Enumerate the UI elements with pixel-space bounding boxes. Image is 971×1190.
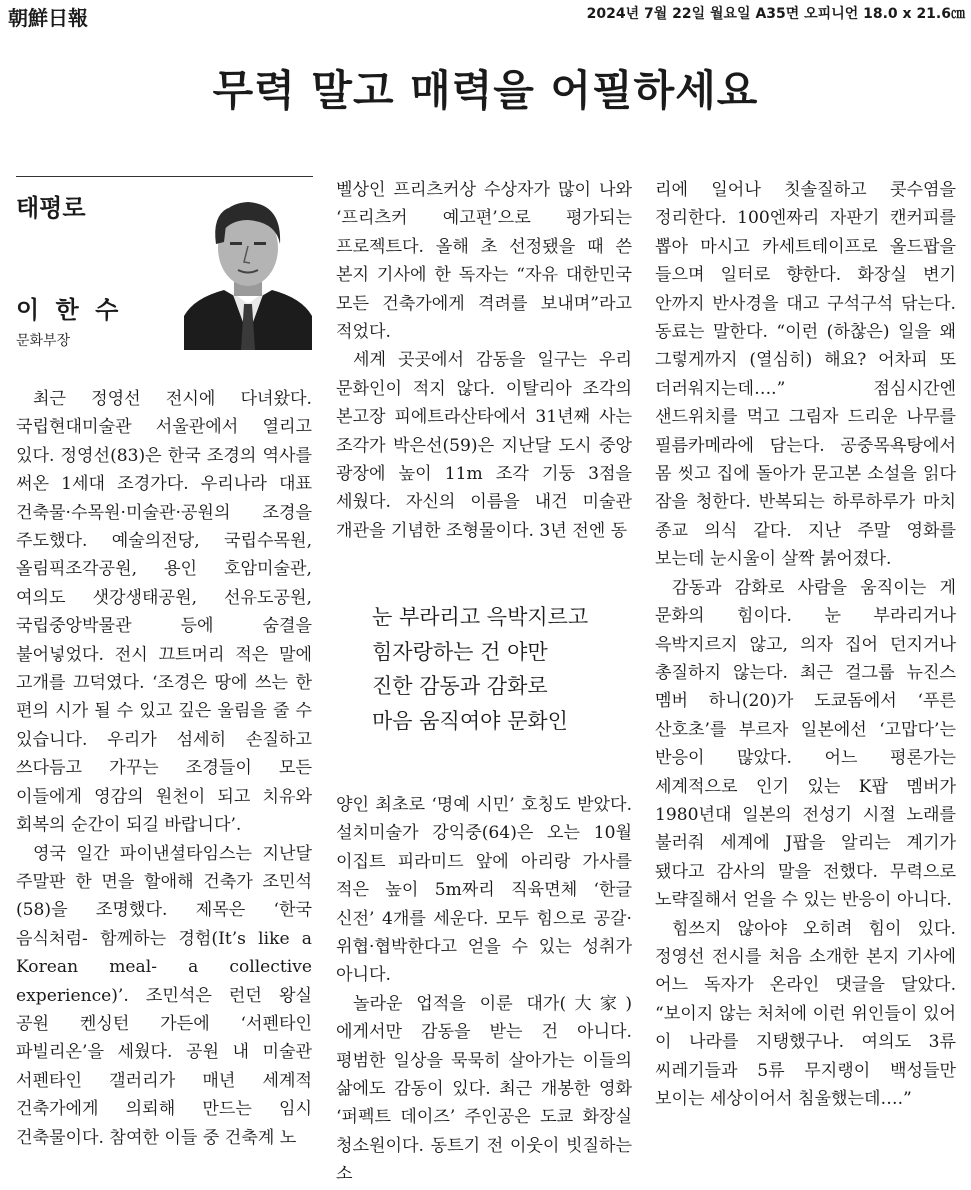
pull-quote-line: 눈 부라리고 윽박지르고 <box>372 605 589 629</box>
author-name: 이 한 수 <box>16 296 123 324</box>
paragraph: 놀라운 업적을 이룬 대가(大家)에게서만 감동을 받는 건 아니다. 평범한 일상을 묵묵히 살아가는 이들의 삶에도 감동이 있다. 최근 개봉한 영화 ‘퍼펙트 데이즈’ 주인공은 도쿄 화장실 청소원이다. 동트기 전 이웃이 빗질하는 소 <box>336 993 632 1185</box>
portrait-illustration <box>184 186 312 350</box>
author-portrait-photo <box>184 186 312 350</box>
paragraph: 벨상인 프리츠커상 수상자가 많이 나와 ‘프리츠커 예고편’으로 평가되는 프로젝트다. 올해 초 선정됐을 때 쓴 본지 기사에 한 독자는 “자유 대한민국 모든 건축가에게 격려를 보내며”라고 적었다. <box>336 180 632 343</box>
paragraph: 최근 정영선 전시에 다녀왔다. 국립현대미술관 서울관에서 열리고 있다. 정영선(83)은 한국 조경의 역사를 써온 1세대 조경가다. 우리나라 대표 건축물·수목원·미술관·공원의 조경을 주도했다. 예술의전당, 국립수목원, 올림픽조각공원, 용인 호암미술관, 여의도 샛강생태공원, 선유도공원, 국립중앙박물관 등에 숨결을 불어넣었다. 전시 끄트머리 적은 말에 고개를 끄덕였다. ‘조경은 땅에 쓰는 한 편의 시가 될 수 있고 깊은 울림을 줄 수 있습니다. 우리가 섬세히 손질하고 쓰다듬고 가꾸는 조경들이 모든 이들에게 영감의 원천이 되고 치유와 회복의 순간이 되길 바랍니다’. <box>16 389 312 836</box>
pull-quote-line: 힘자랑하는 건 야만 <box>372 639 548 664</box>
pull-quote-line: 마음 움직여야 문화인 <box>372 708 568 733</box>
article-column-2-top <box>336 176 632 545</box>
column-rule <box>16 176 313 177</box>
paragraph: 세계 곳곳에서 감동을 일구는 우리 문화인이 적지 않다. 이탈리아 조각의 본고장 피에트라산타에서 31년째 사는 조각가 박은선(59)은 지난달 도시 중앙 광장에 높이 11m 조각 기둥 3점을 세웠다. 자신의 이름을 내건 미술관 개관을 기념한 조형물이다. 3년 전엔 동 <box>336 350 632 541</box>
pull-quote <box>372 600 622 738</box>
paragraph: 힘쓰지 않아야 오히려 힘이 있다. 정영선 전시를 처음 소개한 본지 기사에 어느 독자가 온라인 댓글을 달았다. “보이지 않는 처처에 이런 위인들이 있어 이 나라를 지탱했구나. 여의도 3류 씨레기들과 5류 무지랭이 백성들만 보이는 세상이어서 침울했는데….” <box>655 918 956 1109</box>
pull-quote-line: 진한 감동과 감화로 <box>372 674 548 698</box>
article-column-3 <box>655 176 956 1113</box>
author-title: 문화부장 <box>16 333 71 349</box>
paragraph: 영국 일간 파이낸셜타임스는 지난달 주말판 한 면을 할애해 건축가 조민석(58)을 조명했다. 제목은 ‘한국 음식처럼- 함께하는 경험(It’s like a Korean meal- a collective experience)’. 조민석은 런던 왕실 공원 켄싱턴 가든에 ‘서펜타인 파빌리온’을 세웠다. 공원 내 미술관 서펜타인 갤러리가 매년 세계적 건축가에게 의뢰해 만드는 임시 건축물이다. 참여한 이들 중 건축계 노 <box>16 843 312 1148</box>
headline: 무력 말고 매력을 어필하세요 <box>212 66 759 115</box>
paragraph: 감동과 감화로 사람을 움직이는 게 문화의 힘이다. 눈 부라리거나 윽박지르지 않고, 의자 집어 던지거나 총질하지 않는다. 최근 걸그룹 뉴진스 멤버 하니(20)가 도쿄돔에서 ‘푸른 산호초’를 부르자 일본에선 ‘고맙다’는 반응이 많았다. 어느 평론가는 세계적으로 인기 있는 K팝 멤버가 1980년대 일본의 전성기 시절 노래를 불러줘 세계에 J팝을 알리는 계기가 됐다고 감사의 말을 전했다. 무력으로 노략질해서 얻을 수 있는 반응이 아니다. <box>655 577 956 911</box>
paragraph: 리에 일어나 칫솔질하고 콧수염을 정리한다. 100엔짜리 자판기 캔커피를 뽑아 마시고 카세트테이프로 올드팝을 들으며 일터로 향한다. 화장실 변기 안까지 반사경을 대고 구석구석 닦는다. 동료는 말한다. “이런 (하찮은) 일을 왜 그렇게까지 (열심히) 해요? 어차피 또 더러워지는데….” 점심시간엔 샌드위치를 먹고 그림자 드리운 나무를 필름카메라에 담는다. 공중목욕탕에서 몸 씻고 집에 돌아가 문고본 소설을 읽다 잠을 청한다. 반복되는 하루하루가 마치 종교 의식 같다. 지난 주말 영화를 보는데 눈시울이 살짝 붉어졌다. <box>655 180 956 570</box>
article-column-1 <box>16 385 312 1152</box>
masthead-logo: 朝鮮日報 <box>8 6 88 30</box>
paragraph: 양인 최초로 ‘명예 시민’ 호칭도 받았다. 설치미술가 강익중(64)은 오는 10월 이집트 피라미드 앞에 아리랑 가사를 적은 높이 5m짜리 직육면체 ‘한글 신전’ 4개를 세운다. 모두 힘으로 공갈·위협·협박한다고 얻을 수 있는 성취가 아니다. <box>336 795 632 986</box>
publication-info: 2024년 7월 22일 월요일 A35면 오피니언 18.0 x 21.6㎝ <box>586 6 965 22</box>
article-column-2-bottom <box>336 791 632 1189</box>
column-name: 태평로 <box>16 194 86 222</box>
